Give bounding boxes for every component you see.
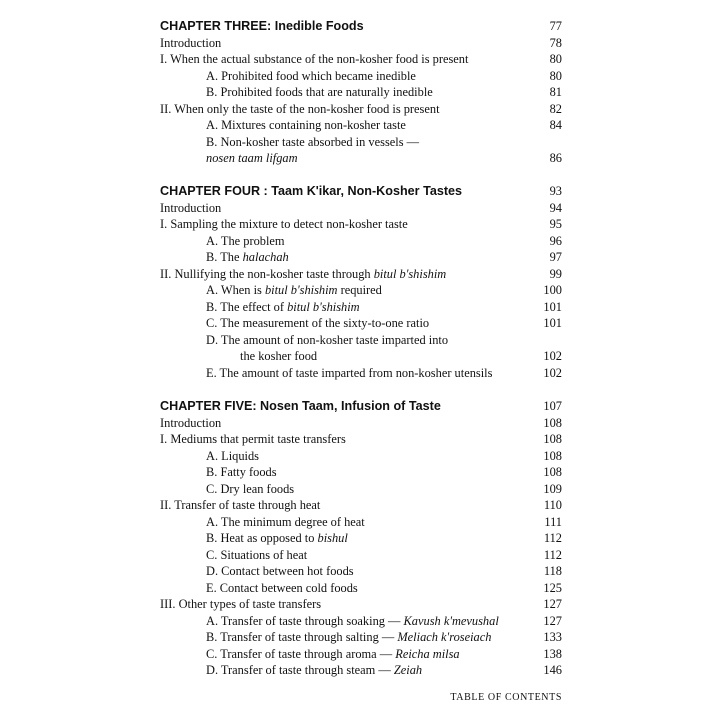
entry-title [206,547,307,563]
page-number: 81 [549,85,562,99]
entry-title [206,84,433,100]
page-number: 110 [543,498,562,512]
toc-entry [160,580,562,596]
entry-text: E. Contact between cold foods [206,580,358,595]
entry-title [206,613,499,629]
page-number: 84 [549,118,562,132]
page-number: 96 [549,233,562,248]
entry-title [206,332,448,348]
entry-text: A. The problem [206,233,285,248]
italic-term: Zeiah [393,663,423,677]
entry-title [206,249,289,265]
entry-text: A. Mixtures containing non-kosher taste [206,118,406,132]
page-number: 95 [549,217,562,231]
toc-entry [160,51,562,67]
entry-title [206,530,348,546]
page-number: 101 [543,299,562,314]
entry-text: the kosher food [240,349,318,363]
entry-title [160,431,346,447]
toc-entry [160,596,562,612]
toc-entry [160,35,562,51]
entry-text: A. Transfer of taste through soaking — [206,613,404,628]
entry-title [206,282,382,298]
entry-title [206,481,294,497]
entry-title [160,35,221,51]
toc-entry [160,563,562,579]
entry-title [160,596,321,612]
entry-title [206,134,419,150]
toc-entry [160,530,562,546]
entry-text: A. Prohibited food which became inedible [206,68,416,83]
page-number: 108 [543,415,562,430]
toc-entry [160,101,562,117]
entry-text: B. The [206,250,243,264]
entry-text: B. Transfer of taste through salting — [206,630,398,644]
toc-entry [160,299,562,315]
entry-text: A. When is [206,283,265,297]
entry-text: III. Other types of taste transfers [160,597,322,611]
toc-entry [160,117,562,133]
entry-text: B. The effect of [206,299,288,314]
toc-entry [160,662,562,678]
entry-text: I. When the actual substance of the non-kosher food is present [160,52,469,66]
italic-term: halachah [242,250,289,264]
chapter-title: CHAPTER FIVE: Nosen Taam, Infusion of Taste [160,399,441,413]
toc-entry [160,134,562,150]
toc-entry [160,266,562,282]
chapter-heading [160,398,562,414]
toc-entry [160,216,562,232]
toc-entry [160,547,562,563]
entry-title [206,662,422,678]
page-number: 80 [549,52,562,66]
page-number: 118 [543,564,562,578]
page-number: 133 [543,630,562,644]
entry-title [206,315,429,331]
page-number: 102 [543,365,562,380]
entry-text: E. The amount of taste imparted from non-kosher utensils [206,365,493,380]
entry-title [206,646,460,662]
toc-entry [160,629,562,645]
entry-title [206,580,358,596]
page-number: 138 [543,646,562,661]
entry-text: II. Nullifying the non-kosher taste through [160,266,374,281]
toc-entry [160,348,562,364]
toc-entry [160,448,562,464]
page-number: 125 [543,580,562,595]
toc-entry [160,464,562,480]
toc-entry [160,497,562,513]
entry-title [240,348,317,364]
italic-term: bishul [317,531,348,545]
toc-entry [160,646,562,662]
toc-entry [160,200,562,216]
toc-entry [160,150,562,166]
chapter-title: CHAPTER THREE: Inedible Foods [160,19,364,33]
toc-entry [160,415,562,431]
toc-entry [160,431,562,447]
page-number: 146 [543,663,562,677]
chapter-heading [160,18,562,34]
page-number: 77 [549,19,562,33]
entry-title [206,563,354,579]
toc-entry [160,233,562,249]
toc-entry [160,481,562,497]
page-number: 109 [543,481,562,496]
page-number: 112 [543,547,562,562]
toc-entry [160,84,562,100]
entry-title [206,299,360,315]
entry-text: D. The amount of non-kosher taste imparted into [206,332,449,347]
entry-text: C. Dry lean foods [206,481,295,496]
entry-title [206,150,298,166]
entry-text: C. Transfer of taste through aroma — [206,646,396,661]
italic-term: Meliach k'roseiach [397,630,492,644]
page-number: 102 [543,349,562,363]
entry-title [206,365,492,381]
entry-text: Introduction [160,35,222,50]
page-number: 107 [543,399,562,413]
entry-title [160,216,408,232]
page-number: 78 [549,35,562,50]
entry-title [206,448,259,464]
toc-entry [160,68,562,84]
entry-title [160,101,440,117]
toc-entry [160,282,562,298]
entry-title [160,51,468,67]
entry-text: II. When only the taste of the non-kosher food is present [160,101,440,116]
page-number: 127 [543,613,562,628]
page-number: 80 [549,68,562,83]
entry-title [206,464,277,480]
italic-term: bitul b'shishim [287,299,360,314]
toc-entry [160,365,562,381]
chapter-title: CHAPTER FOUR : Taam K'ikar, Non-Kosher Tastes [160,184,463,198]
entry-title [206,68,416,84]
page-number: 111 [544,514,562,529]
entry-title [206,514,365,530]
running-footer: TABLE OF CONTENTS [450,692,562,703]
page-number: 108 [543,448,562,463]
toc-entry [160,332,562,348]
page-number: 127 [543,597,562,611]
entry-text: D. Contact between hot foods [206,564,354,578]
entry-title [160,200,221,216]
page-number: 86 [549,151,562,165]
entry-text: C. Situations of heat [206,547,308,562]
page-number: 82 [549,101,562,116]
page-number: 99 [549,266,562,281]
entry-text: I. Sampling the mixture to detect non-kosher taste [160,217,408,231]
entry-text: D. Transfer of taste through steam — [206,663,394,677]
italic-term: Reicha milsa [395,646,460,661]
entry-text: II. Transfer of taste through heat [160,498,321,512]
entry-title [160,415,221,431]
entry-title [206,117,406,133]
entry-title [206,233,285,249]
page-number: 100 [543,283,562,297]
entry-title [160,497,320,513]
entry-text: B. Heat as opposed to [206,531,318,545]
toc-entry [160,613,562,629]
chapter-heading [160,183,562,199]
entry-text: Introduction [160,415,222,430]
page-number: 112 [543,531,562,545]
page-number: 108 [543,465,562,479]
italic-term: nosen taam lifgam [206,151,298,165]
toc-entry [160,249,562,265]
entry-text: A. Liquids [206,448,260,463]
entry-title [206,629,491,645]
italic-term: Kavush k'mevushal [403,613,499,628]
entry-text: required [337,283,382,297]
italic-term: bitul b'shishim [373,266,447,281]
italic-term: bitul b'shishim [264,283,338,297]
entry-title [160,266,446,282]
entry-text: B. Fatty foods [206,465,277,479]
page-number: 97 [549,250,562,264]
toc-entry [160,514,562,530]
page-number: 94 [549,200,562,215]
page-number: 101 [543,316,562,330]
entry-text: B. Prohibited foods that are naturally inedible [206,85,433,99]
entry-text: A. The minimum degree of heat [206,514,365,529]
page-number: 108 [543,432,562,446]
entry-text: B. Non-kosher taste absorbed in vessels — [206,134,420,149]
entry-text: I. Mediums that permit taste transfers [160,432,346,446]
page-number: 93 [549,184,562,198]
entry-text: C. The measurement of the sixty-to-one ratio [206,316,430,330]
entry-text: Introduction [160,200,222,215]
toc-entry [160,315,562,331]
